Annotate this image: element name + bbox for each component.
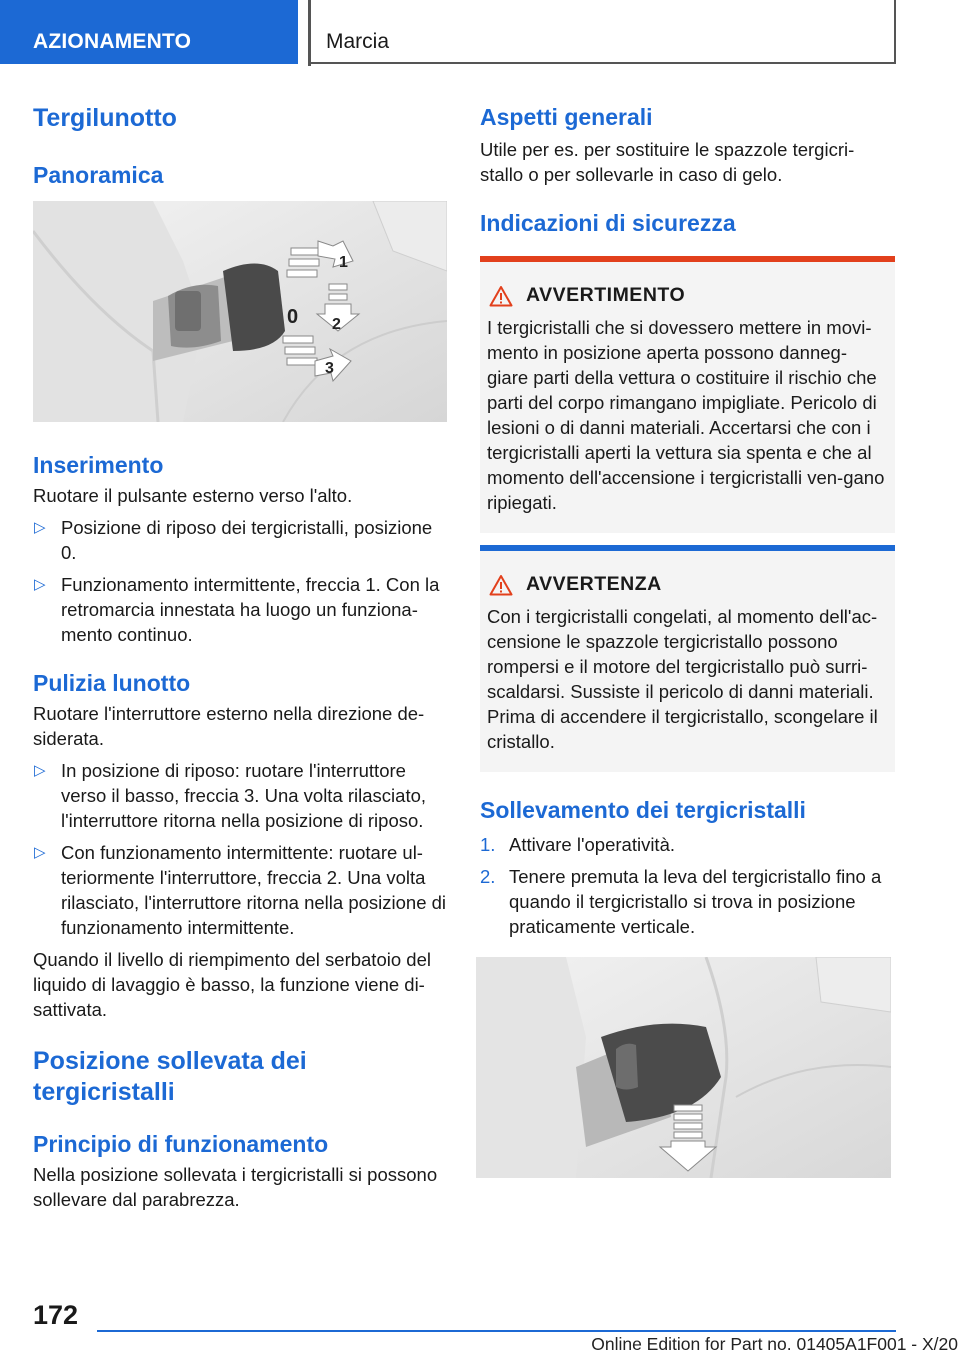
wiper-lever-figure <box>476 957 891 1178</box>
left-column <box>33 100 447 189</box>
position-label-0: 0 <box>287 306 299 328</box>
overview-heading: Panoramica <box>33 162 164 188</box>
list-item: 1. Attivare l'operatività. <box>480 834 675 855</box>
warning-box <box>480 256 895 533</box>
footer-rule <box>97 1330 896 1332</box>
principle-text: Nella posizione sollevata i tergicristalli si possono sollevare dal parabrezza. <box>33 1164 438 1210</box>
warning-title: AVVERTIMENTO <box>487 284 887 307</box>
arrow-label-1: 1 <box>339 254 348 271</box>
notice-box <box>480 545 895 772</box>
list-item: ▷ In posizione di riposo: ruotare l'interruttore verso il basso, freccia 3. Una volta rilasciato, l'interruttore ritorna nella posizione di riposo. <box>34 760 427 831</box>
insert-list <box>33 515 447 647</box>
wiper-switch-figure <box>33 201 447 422</box>
list-item: ▷ Con funzionamento intermittente: ruotare ul-teriormente l'interruttore, freccia 2. Una volta rilasciato, l'interruttore ritorna nella posizione di funzionamento intermittente. <box>34 842 447 938</box>
page-title: Tergilunotto <box>33 104 177 132</box>
lift-steps <box>480 832 895 939</box>
arrow-label-2: 2 <box>332 316 341 333</box>
list-item: ▷ Funzionamento intermittente, freccia 1. Con la retromarcia innestata ha luogo un funziona-mento continuo. <box>34 574 440 645</box>
triangle-bullet-icon: ▷ <box>34 576 46 593</box>
notice-content <box>480 551 895 772</box>
warning-text: I tergicristalli che si dovessero mettere in movi-mento in posizione aperta possono danneg-giare parti della vettura o costituire il rischio che parti del corpo rimangano impigliate. Pericolo di lesioni o di danni materiali. Accertarsi che con i tergicristalli aperti la vettura sia spenta e che al momento dell'accensione i tergicristalli ven-gano ripiegati. <box>487 317 885 513</box>
insert-text: Ruotare il pulsante esterno verso l'alto. <box>33 485 353 506</box>
general-heading: Aspetti generali <box>480 104 653 130</box>
clean-note: Quando il livello di riempimento del serbatoio del liquido di lavaggio è basso, la funzione viene di-sattivata. <box>33 949 431 1020</box>
edition-note: Online Edition for Part no. 01405A1F001 - X/20 <box>591 1334 958 1354</box>
raised-position-title: Posizione sollevata dei tergicristalli <box>33 1047 307 1106</box>
wiper-lever-illustration <box>476 957 891 1178</box>
wiper-switch-illustration <box>33 201 447 422</box>
warning-triangle-icon <box>489 285 513 307</box>
clean-list <box>33 758 447 940</box>
lift-heading: Sollevamento dei tergicristalli <box>480 797 806 823</box>
insert-heading: Inserimento <box>33 452 164 478</box>
clean-text: Ruotare l'interruttore esterno nella direzione de-siderata. <box>33 703 425 749</box>
list-item: ▷ Posizione di riposo dei tergicristalli, posizione 0. <box>34 517 433 563</box>
triangle-bullet-icon: ▷ <box>34 844 46 861</box>
page-number: 172 <box>33 1300 79 1330</box>
notice-title: AVVERTENZA <box>487 573 887 596</box>
principle-heading: Principio di funzionamento <box>33 1131 329 1157</box>
general-text: Utile per es. per sostituire le spazzole tergicri-stallo o per sollevarle in caso di gelo. <box>480 139 855 185</box>
triangle-bullet-icon: ▷ <box>34 762 46 779</box>
chapter-title: Marcia <box>311 0 896 64</box>
clean-heading: Pulizia lunotto <box>33 670 191 696</box>
warning-triangle-icon <box>489 574 513 596</box>
notice-text: Con i tergicristalli congelati, al momento dell'ac-censione le spazzole tergicristallo possono rompersi e il motore del tergicristallo può surri-scaldarsi. Sussiste il pericolo di danni materiali. Prima di accendere il tergicristallo, scongelare il cristallo. <box>487 606 878 752</box>
left-column-lower <box>33 451 447 1212</box>
section-tab: AZIONAMENTO <box>0 0 298 64</box>
triangle-bullet-icon: ▷ <box>34 519 46 536</box>
arrow-label-3: 3 <box>325 360 334 377</box>
safety-heading: Indicazioni di sicurezza <box>480 210 736 236</box>
list-item: 2. Tenere premuta la leva del tergicristallo fino a quando il tergicristallo si trova in posizione praticamente verticale. <box>480 866 882 937</box>
right-column <box>480 100 895 939</box>
warning-content <box>480 262 895 533</box>
